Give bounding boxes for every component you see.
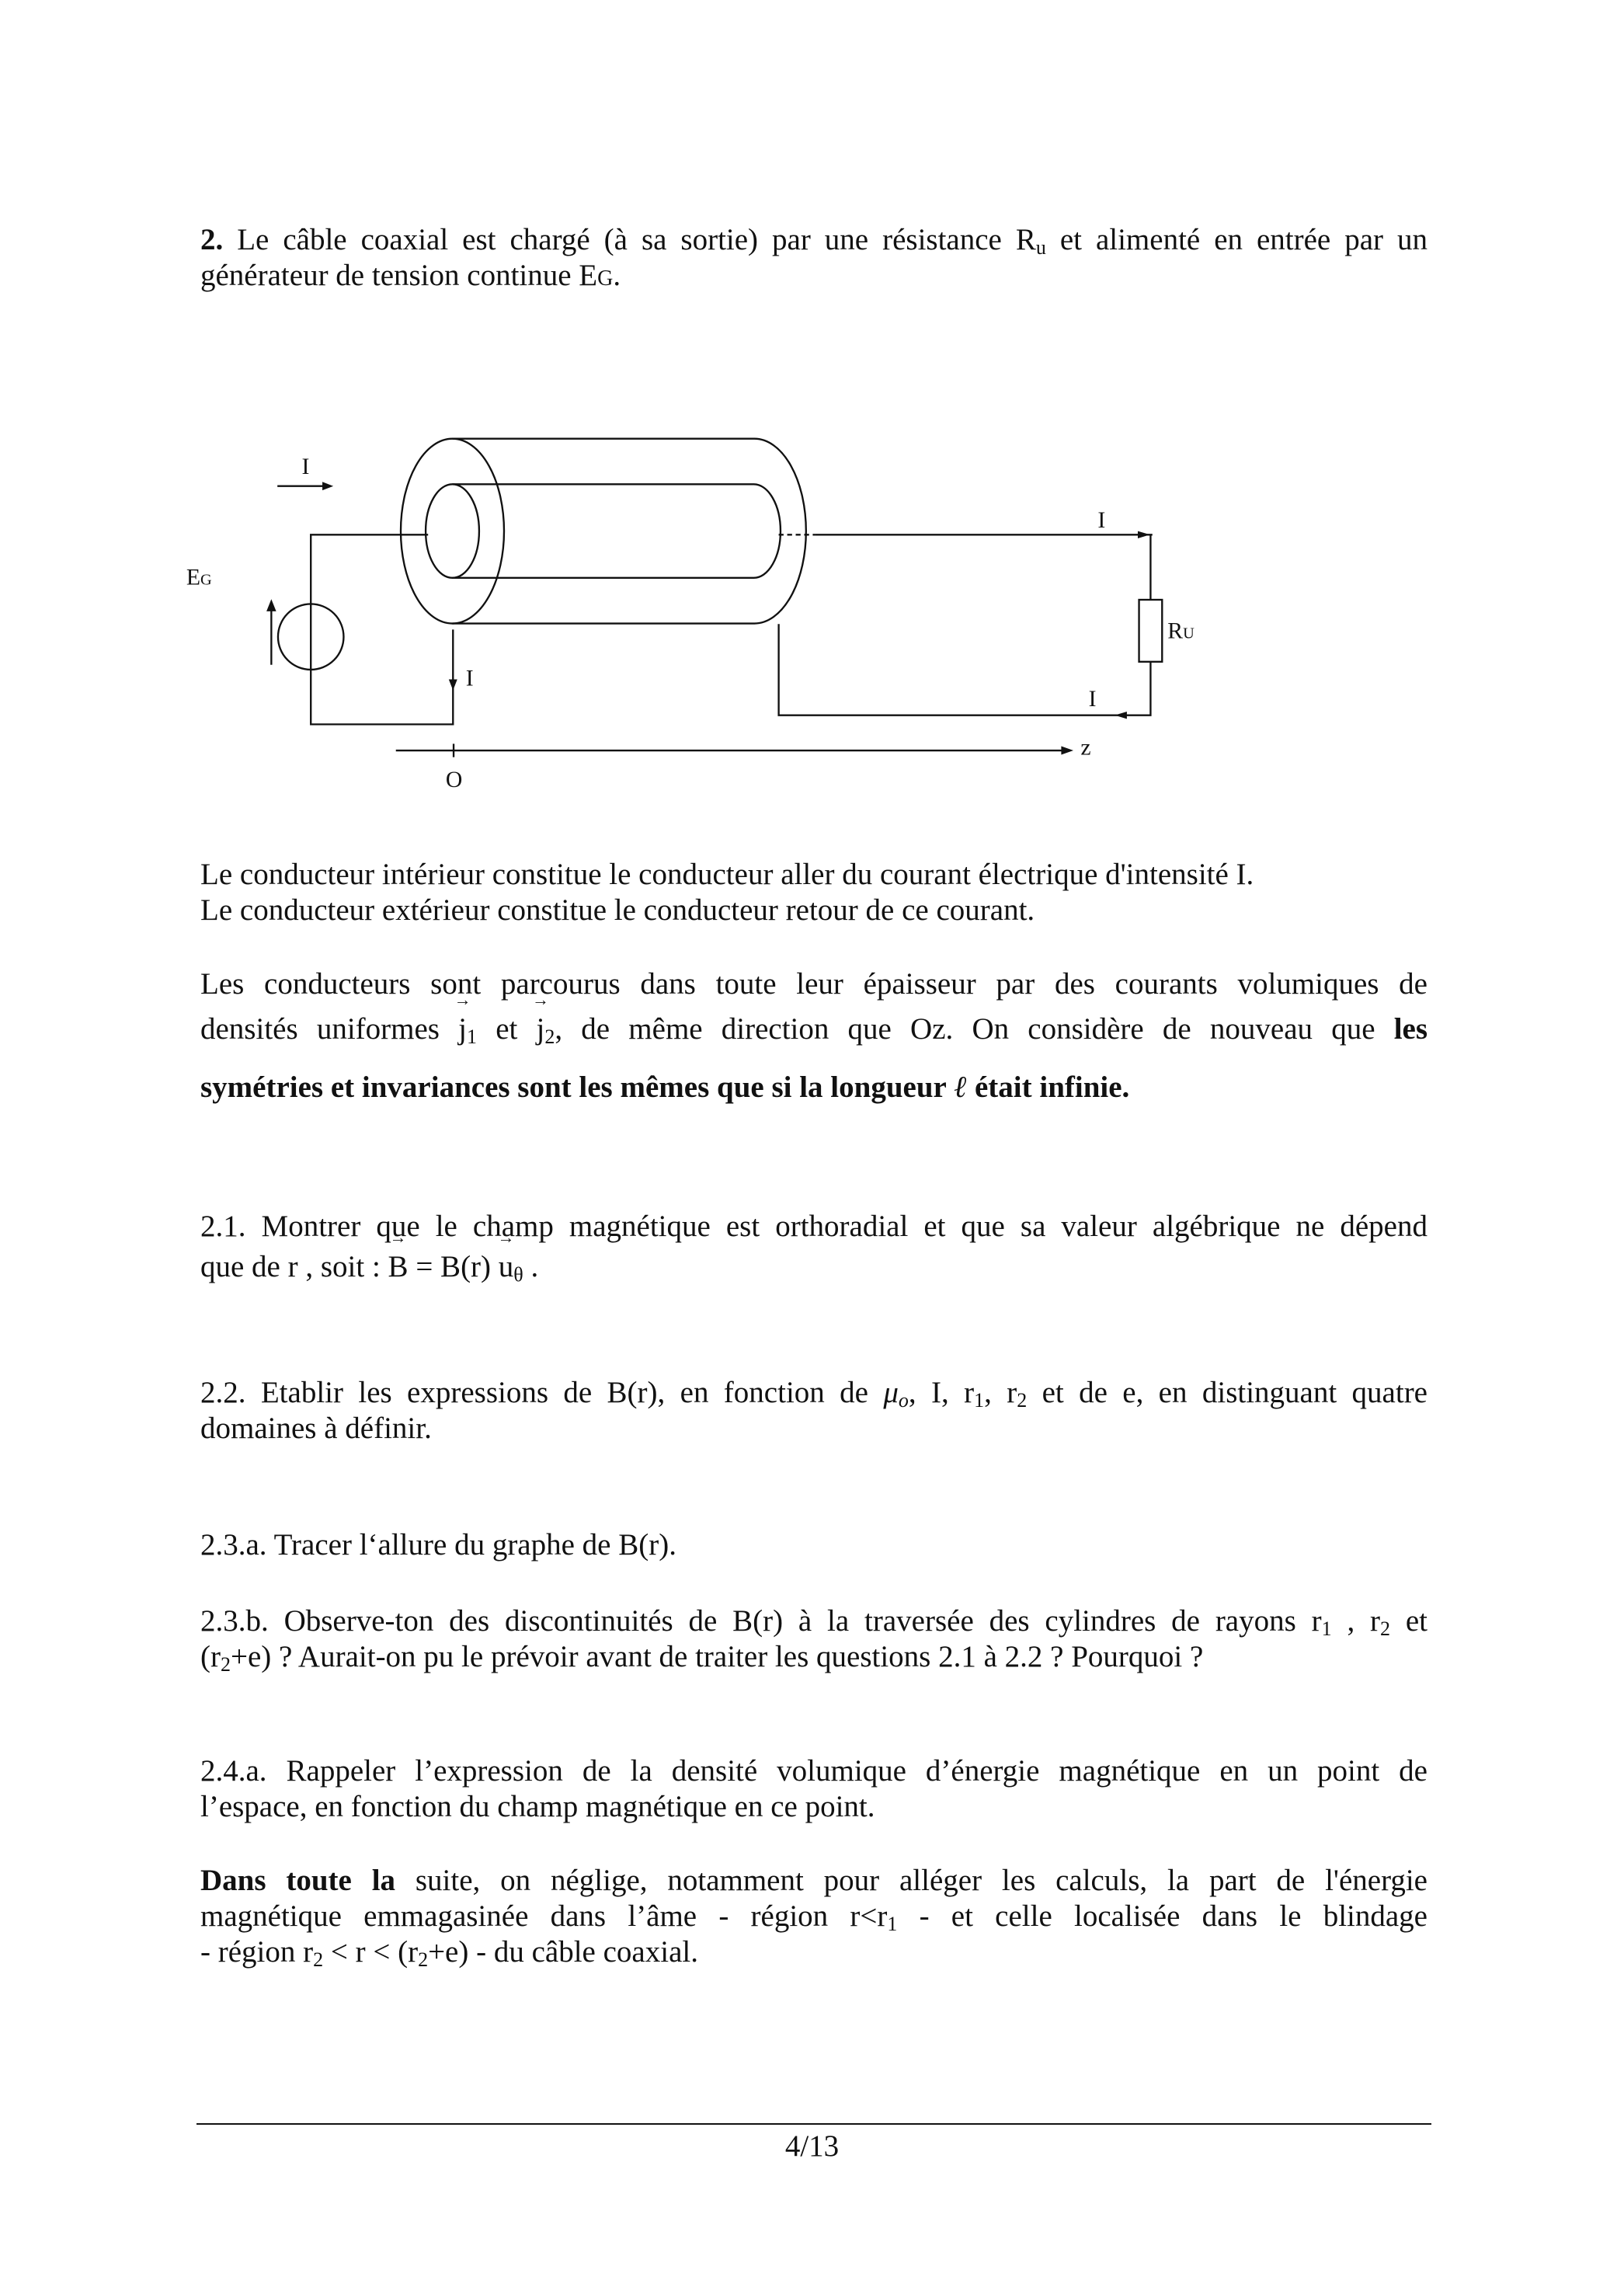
subscript: 1 <box>1321 1617 1332 1640</box>
text-fragment: . <box>530 1250 539 1283</box>
bold-text: était infinie. <box>975 1071 1130 1104</box>
intro-text: . <box>613 259 621 292</box>
question-number: 2. <box>200 223 224 256</box>
text-fragment: densités uniformes <box>200 1012 440 1046</box>
label-O: O <box>445 767 463 792</box>
vector-B: → B <box>388 1249 409 1285</box>
label-z: z <box>1080 735 1091 761</box>
bold-text: symétries et invariances sont les mêmes que si la longueur <box>200 1071 947 1104</box>
vector-u: → u <box>499 1249 514 1285</box>
footer-divider <box>196 2123 1431 2125</box>
arrowhead <box>266 599 276 611</box>
input-wire <box>311 534 453 724</box>
text-fragment: et de e, en distinguant quatre <box>1027 1376 1428 1409</box>
outer-front-ellipse <box>401 439 504 624</box>
question-2-4-a <box>200 1753 1428 1825</box>
subscript: 2 <box>1017 1389 1028 1412</box>
text-line: Les conducteurs sont parcourus dans toute leur épaisseur par des courants volumiques de <box>200 967 1428 1001</box>
arrowhead <box>322 482 333 490</box>
label-I-down: I <box>465 666 474 691</box>
outer-cylinder-body <box>452 439 805 624</box>
text-fragment: suite, on néglige, notamment pour alléger les calculs, la part de l'énergie <box>395 1864 1428 1897</box>
text-fragment: 2.3.b. Observe-ton des discontinuités de B(r) à la traversée des cylindres de rayons r <box>200 1604 1322 1638</box>
load-resistor <box>1139 600 1163 662</box>
label-RU: RU <box>1167 618 1195 644</box>
ell-symbol: ℓ <box>954 1069 968 1105</box>
densities-paragraph <box>200 966 1428 1105</box>
page-number: 4/13 <box>784 2129 840 2163</box>
intro-text: et alimenté en entrée par un <box>1045 223 1428 256</box>
text-fragment: < r < (r <box>323 1935 419 1969</box>
text-fragment: 2.2. Etablir les expressions de B(r), en fonction de <box>200 1376 868 1409</box>
arrowhead <box>1115 712 1127 719</box>
text-fragment: et <box>496 1012 518 1046</box>
text-line: 2.4.a. Rappeler l’expression de la densité volumique d’énergie magnétique en un point de <box>200 1754 1428 1788</box>
subscript: o <box>898 1389 909 1412</box>
text-fragment: , r <box>984 1376 1017 1409</box>
question-2-3-b <box>200 1603 1428 1675</box>
approximation-note <box>200 1863 1428 1970</box>
subscript: 1 <box>467 1025 477 1048</box>
text-fragment: +e) - du câble coaxial. <box>428 1935 698 1969</box>
subscript: 2 <box>418 1948 429 1971</box>
text-fragment: , de même direction que Oz. On considère de nouveau que <box>555 1012 1375 1046</box>
vector-j1: → j <box>458 1011 467 1047</box>
intro-text: Le câble coaxial est chargé (à sa sortie) par une résistance R <box>237 223 1036 256</box>
text-fragment: - région r <box>200 1935 314 1969</box>
text-line: Le conducteur intérieur constitue le conducteur aller du courant électrique d'intensité I. <box>200 858 1254 891</box>
text-fragment: - et celle localisée dans le blindage <box>897 1899 1428 1933</box>
label-I-bottom: I <box>1088 686 1097 712</box>
text-fragment: , I, r <box>908 1376 975 1409</box>
coaxial-cable-diagram <box>180 388 1213 839</box>
conductor-description <box>200 857 1428 928</box>
question-2-intro <box>200 222 1428 297</box>
text-line: Le conducteur extérieur constitue le conducteur retour de ce courant. <box>200 893 1035 927</box>
subscript: 2 <box>544 1025 555 1048</box>
text-line: 2.3.a. Tracer l‘allure du graphe de B(r). <box>200 1528 676 1562</box>
subscript: 1 <box>974 1389 985 1412</box>
subscript: 2 <box>313 1948 324 1971</box>
text-fragment: , r <box>1331 1604 1381 1638</box>
subscript: 2 <box>1380 1617 1391 1640</box>
label-I-top: I <box>301 454 310 480</box>
label-EG: EG <box>186 565 212 590</box>
bold-text: Dans toute la <box>200 1864 396 1897</box>
question-2-1 <box>200 1209 1428 1285</box>
arrowhead <box>449 679 457 690</box>
subscript: G <box>597 266 614 291</box>
text-fragment: magnétique emmagasinée dans l’âme - région r<r <box>200 1899 888 1933</box>
arrowhead <box>1138 531 1150 538</box>
subscript: θ <box>513 1263 523 1286</box>
vector-j2: → j <box>537 1011 545 1047</box>
question-2-3-a <box>200 1527 1428 1563</box>
subscript: 1 <box>887 1913 898 1935</box>
bold-text: les <box>1393 1012 1428 1046</box>
text-fragment: et <box>1390 1604 1428 1638</box>
inner-front-ellipse <box>426 484 479 577</box>
text-fragment: que de r , soit : <box>200 1250 381 1283</box>
text-fragment: (r <box>200 1640 221 1673</box>
arrowhead <box>1061 747 1073 755</box>
text-fragment: +e) ? Aurait-on pu le prévoir avant de traiter les questions 2.1 à 2.2 ? Pourquoi ? <box>230 1640 1204 1673</box>
subscript: u <box>1035 236 1046 259</box>
question-2-2 <box>200 1375 1428 1447</box>
text-line: domaines à définir. <box>200 1412 432 1445</box>
text-line: l’espace, en fonction du champ magnétique en ce point. <box>200 1790 875 1823</box>
text-fragment: = B(r) <box>408 1250 499 1283</box>
subscript: 2 <box>220 1653 231 1676</box>
intro-text: générateur de tension continue E <box>200 259 598 292</box>
text-line: 2.1. Montrer que le champ magnétique est orthoradial et que sa valeur algébrique ne dépend <box>200 1210 1428 1243</box>
label-I-right: I <box>1097 507 1106 533</box>
mu-symbol: μ <box>883 1376 899 1409</box>
